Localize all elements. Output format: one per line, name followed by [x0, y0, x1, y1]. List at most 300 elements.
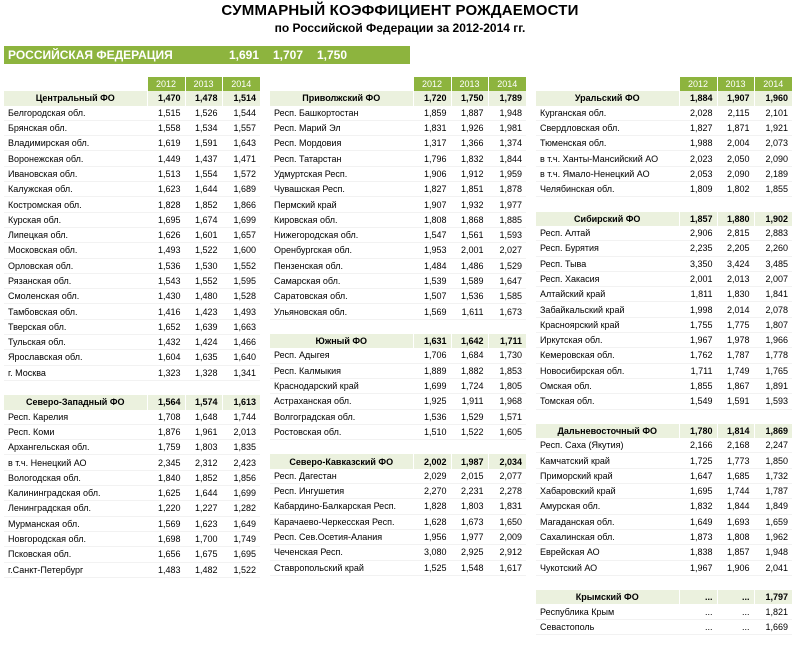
region-row: [536, 348, 792, 363]
value-2012: 1,831: [413, 120, 451, 135]
region-name: Ульяновская обл.: [270, 304, 413, 319]
value-2013: 1,644: [185, 182, 222, 197]
page-title: СУММАРНЫЙ КОЭФФИЦИЕНТ РОЖДАЕМОСТИ: [221, 2, 579, 19]
value-2012: 2,906: [679, 226, 717, 241]
value-2012: 1,317: [413, 136, 451, 151]
region-row: [536, 604, 792, 619]
value-2014: 1,885: [488, 212, 526, 227]
value-2013: 2,205: [717, 241, 754, 256]
spacer-cell: [270, 440, 526, 455]
region-row: [4, 531, 260, 546]
value-2012: 1,628: [413, 514, 451, 529]
value-2013: 1,744: [717, 484, 754, 499]
district-row: [536, 91, 792, 105]
region-row: [4, 243, 260, 258]
value-2012: 1,525: [413, 560, 451, 575]
value-2014: 1,650: [488, 514, 526, 529]
region-name: Кемеровская обл.: [536, 348, 679, 363]
region-name: Мурманская обл.: [4, 516, 147, 531]
region-name: Тульская обл.: [4, 335, 147, 350]
value-2014: 1,695: [222, 547, 260, 562]
district-row: [536, 212, 792, 226]
value-2012: 1,543: [147, 273, 185, 288]
value-2013: 1,589: [451, 273, 488, 288]
value-2014: 1,529: [488, 258, 526, 273]
value-2012: 1,857: [679, 212, 717, 226]
value-2012: 1,828: [413, 499, 451, 514]
russia-2012: 1,691: [229, 48, 260, 62]
value-2012: 1,873: [679, 529, 717, 544]
region-row: [4, 486, 260, 501]
value-2012: 2,053: [679, 166, 717, 181]
value-2013: 1,868: [451, 212, 488, 227]
region-row: [4, 212, 260, 227]
region-row: [536, 378, 792, 393]
value-2013: 1,844: [717, 499, 754, 514]
value-2012: 1,626: [147, 227, 185, 242]
value-2013: ...: [717, 619, 754, 634]
value-2012: 1,925: [413, 394, 451, 409]
value-2014: 2,077: [488, 469, 526, 484]
value-2013: 1,648: [185, 410, 222, 425]
value-2013: 1,906: [717, 560, 754, 575]
value-2013: 1,530: [185, 258, 222, 273]
value-2014: 1,647: [488, 273, 526, 288]
value-2012: 3,080: [413, 545, 451, 560]
region-row: [536, 166, 792, 181]
value-2013: 1,830: [717, 287, 754, 302]
value-2013: 1,591: [185, 136, 222, 151]
value-2012: 2,270: [413, 484, 451, 499]
value-2013: ...: [717, 604, 754, 619]
spacer-row: [4, 380, 260, 395]
region-row: [270, 197, 526, 212]
year-header-row: [536, 77, 792, 91]
value-2013: 1,685: [717, 468, 754, 483]
value-2012: 1,539: [413, 273, 451, 288]
value-2012: 1,988: [679, 136, 717, 151]
value-2014: 1,605: [488, 424, 526, 439]
value-2014: 1,585: [488, 289, 526, 304]
region-row: [4, 166, 260, 181]
region-row: [270, 120, 526, 135]
value-2013: 1,675: [185, 547, 222, 562]
value-2013: 2,004: [717, 136, 754, 151]
value-2013: 1,750: [451, 91, 488, 105]
district-name: Сибирский ФО: [536, 212, 679, 226]
value-2013: 1,536: [451, 289, 488, 304]
value-2014: 1,732: [754, 468, 792, 483]
value-2013: 2,014: [717, 302, 754, 317]
value-2012: 1,470: [147, 91, 185, 105]
region-row: [536, 514, 792, 529]
value-2013: 1,591: [717, 394, 754, 409]
region-name: Калужская обл.: [4, 182, 147, 197]
value-2014: 2,009: [488, 529, 526, 544]
value-2014: 1,617: [488, 560, 526, 575]
region-row: [4, 424, 260, 439]
value-2014: 1,844: [488, 151, 526, 166]
region-name: Удмуртская Респ.: [270, 166, 413, 181]
region-row: [536, 106, 792, 121]
region-name: Белгородская обл.: [4, 106, 147, 121]
value-2012: 1,967: [679, 560, 717, 575]
value-2012: 1,706: [413, 348, 451, 363]
value-2013: 1,673: [451, 514, 488, 529]
value-2014: 1,966: [754, 333, 792, 348]
region-name: Ростовская обл.: [270, 424, 413, 439]
spacer-cell: [536, 409, 792, 424]
value-2014: 1,657: [222, 227, 260, 242]
region-row: [270, 424, 526, 439]
region-name: Респ. Алтай: [536, 226, 679, 241]
value-2014: 2,090: [754, 151, 792, 166]
value-2012: 1,884: [679, 91, 717, 105]
region-row: [536, 151, 792, 166]
region-name: Карачаево-Черкесская Респ.: [270, 514, 413, 529]
region-name: Ярославская обл.: [4, 350, 147, 365]
region-name: Самарская обл.: [270, 273, 413, 288]
region-name: Тверская обл.: [4, 319, 147, 334]
region-row: [270, 484, 526, 499]
value-2012: 2,028: [679, 106, 717, 121]
region-row: [536, 333, 792, 348]
value-2013: 1,574: [185, 395, 222, 409]
year-header-1: 2013: [717, 77, 754, 91]
value-2012: 1,855: [679, 378, 717, 393]
value-2012: 1,493: [147, 243, 185, 258]
value-2013: 1,366: [451, 136, 488, 151]
value-2014: 1,374: [488, 136, 526, 151]
value-2012: 1,859: [413, 106, 451, 121]
year-header-row: [4, 77, 260, 91]
region-name: Респ. Карелия: [4, 410, 147, 425]
value-2014: 1,977: [488, 197, 526, 212]
region-row: [270, 273, 526, 288]
region-name: в т.ч. Ненецкий АО: [4, 455, 147, 470]
value-2013: 1,787: [717, 348, 754, 363]
region-row: [270, 348, 526, 363]
value-2013: 1,529: [451, 409, 488, 424]
value-2014: 1,878: [488, 182, 526, 197]
value-2014: 1,850: [754, 453, 792, 468]
value-2012: 1,906: [413, 166, 451, 181]
district-name: Северо-Западный ФО: [4, 395, 147, 409]
russia-total-bar: [4, 46, 410, 64]
value-2012: 1,809: [679, 182, 717, 197]
region-name: Липецкая обл.: [4, 227, 147, 242]
region-row: [270, 529, 526, 544]
value-2012: 1,604: [147, 350, 185, 365]
value-2014: 1,613: [222, 395, 260, 409]
header-spacer: [536, 77, 679, 91]
value-2014: 1,959: [488, 166, 526, 181]
value-2013: ...: [717, 590, 754, 604]
region-row: [4, 182, 260, 197]
region-name: Кировская обл.: [270, 212, 413, 227]
district-name: Северо-Кавказский ФО: [270, 454, 413, 468]
region-name: Красноярский край: [536, 317, 679, 332]
region-name: Чеченская Респ.: [270, 545, 413, 560]
value-2012: 1,828: [147, 197, 185, 212]
spacer-row: [536, 409, 792, 424]
region-row: [270, 560, 526, 575]
region-name: Респ. Сев.Осетия-Алания: [270, 529, 413, 544]
value-2013: 1,227: [185, 501, 222, 516]
region-name: Респ. Саха (Якутия): [536, 438, 679, 453]
year-header-2: 2014: [222, 77, 260, 91]
value-2013: 1,773: [717, 453, 754, 468]
value-2012: 1,513: [147, 166, 185, 181]
value-2012: 1,796: [413, 151, 451, 166]
value-2012: 1,956: [413, 529, 451, 544]
value-2013: 1,887: [451, 106, 488, 121]
value-2014: 1,572: [222, 166, 260, 181]
value-2014: 1,282: [222, 501, 260, 516]
value-2013: 1,871: [717, 120, 754, 135]
value-2013: 1,803: [185, 440, 222, 455]
value-2012: 2,029: [413, 469, 451, 484]
value-2012: 1,625: [147, 486, 185, 501]
value-2014: 2,073: [754, 136, 792, 151]
value-2012: 1,762: [679, 348, 717, 363]
value-2012: 1,569: [147, 516, 185, 531]
value-2013: 1,522: [451, 424, 488, 439]
value-2013: 1,534: [185, 120, 222, 135]
value-2014: 1,699: [222, 212, 260, 227]
region-row: [4, 516, 260, 531]
region-row: [4, 227, 260, 242]
value-2013: 1,852: [185, 197, 222, 212]
region-name: Чувашская Респ.: [270, 182, 413, 197]
value-2012: 2,166: [679, 438, 717, 453]
region-row: [4, 319, 260, 334]
district-name: Южный ФО: [270, 334, 413, 348]
region-row: [270, 469, 526, 484]
value-2013: 1,987: [451, 454, 488, 468]
value-2014: 1,855: [754, 182, 792, 197]
region-name: Забайкальский край: [536, 302, 679, 317]
value-2012: 1,483: [147, 562, 185, 577]
value-2013: 1,867: [717, 378, 754, 393]
value-2013: 2,925: [451, 545, 488, 560]
value-2012: 1,536: [413, 409, 451, 424]
value-2013: 1,926: [451, 120, 488, 135]
value-2013: 1,775: [717, 317, 754, 332]
region-row: [536, 438, 792, 453]
region-row: [270, 106, 526, 121]
year-header-0: 2012: [147, 77, 185, 91]
region-row: [536, 241, 792, 256]
region-row: [4, 258, 260, 273]
region-name: Свердловская обл.: [536, 120, 679, 135]
value-2012: 2,345: [147, 455, 185, 470]
value-2013: 2,001: [451, 243, 488, 258]
value-2013: 1,526: [185, 106, 222, 121]
region-row: [270, 136, 526, 151]
value-2012: 1,619: [147, 136, 185, 151]
value-2014: 1,981: [488, 120, 526, 135]
region-name: Орловская обл.: [4, 258, 147, 273]
column-panel-3: [536, 77, 792, 635]
value-2014: 2,247: [754, 438, 792, 453]
value-2013: 1,802: [717, 182, 754, 197]
value-2012: 1,647: [679, 468, 717, 483]
region-name: г. Москва: [4, 365, 147, 380]
region-name: Томская обл.: [536, 394, 679, 409]
region-name: Респ. Бурятия: [536, 241, 679, 256]
value-2014: 1,856: [222, 470, 260, 485]
russia-2014: 1,750: [317, 48, 348, 62]
year-header-0: 2012: [413, 77, 451, 91]
value-2014: 1,962: [754, 529, 792, 544]
value-2012: 1,564: [147, 395, 185, 409]
value-2014: 1,921: [754, 120, 792, 135]
value-2014: 1,689: [222, 182, 260, 197]
region-row: [4, 455, 260, 470]
value-2012: 1,656: [147, 547, 185, 562]
value-2013: 1,911: [451, 394, 488, 409]
value-2014: 1,960: [754, 91, 792, 105]
value-2014: 1,869: [754, 424, 792, 438]
value-2014: 1,797: [754, 590, 792, 604]
value-2012: 1,711: [679, 363, 717, 378]
region-name: Оренбургская обл.: [270, 243, 413, 258]
spacer-cell: [536, 197, 792, 212]
region-name: Пензенская обл.: [270, 258, 413, 273]
region-row: [270, 409, 526, 424]
value-2012: 1,808: [413, 212, 451, 227]
district-row: [536, 424, 792, 438]
region-name: Ивановская обл.: [4, 166, 147, 181]
value-2013: 1,644: [185, 486, 222, 501]
value-2014: 1,948: [488, 106, 526, 121]
value-2013: 1,851: [451, 182, 488, 197]
value-2012: 1,840: [147, 470, 185, 485]
region-name: Московская обл.: [4, 243, 147, 258]
value-2013: 1,423: [185, 304, 222, 319]
value-2014: 1,466: [222, 335, 260, 350]
value-2014: 1,571: [488, 409, 526, 424]
value-2013: 1,328: [185, 365, 222, 380]
column-panel-2: [270, 77, 526, 576]
value-2014: 1,493: [222, 304, 260, 319]
value-2013: 1,912: [451, 166, 488, 181]
value-2013: 1,932: [451, 197, 488, 212]
region-name: Волгоградская обл.: [270, 409, 413, 424]
year-header-0: 2012: [679, 77, 717, 91]
value-2013: 1,832: [451, 151, 488, 166]
spacer-row: [536, 197, 792, 212]
value-2012: 1,432: [147, 335, 185, 350]
value-2014: 2,013: [222, 424, 260, 439]
value-2013: 1,961: [185, 424, 222, 439]
page-subtitle: по Российской Федерации за 2012-2014 гг.: [274, 21, 526, 35]
region-row: [4, 440, 260, 455]
russia-label: РОССИЙСКАЯ ФЕДЕРАЦИЯ: [8, 48, 173, 62]
value-2013: 1,814: [717, 424, 754, 438]
region-name: Респ. Башкортостан: [270, 106, 413, 121]
region-name: Ленинградская обл.: [4, 501, 147, 516]
region-name: Курганская обл.: [536, 106, 679, 121]
value-2014: 2,278: [488, 484, 526, 499]
region-row: [536, 182, 792, 197]
value-2013: 2,168: [717, 438, 754, 453]
region-row: [4, 410, 260, 425]
region-name: Респ. Калмыкия: [270, 363, 413, 378]
value-2014: 1,699: [222, 486, 260, 501]
region-row: [536, 317, 792, 332]
region-row: [4, 106, 260, 121]
value-2014: 3,485: [754, 256, 792, 271]
value-2012: 1,780: [679, 424, 717, 438]
region-name: Респ. Адыгея: [270, 348, 413, 363]
region-name: Камчатский край: [536, 453, 679, 468]
value-2013: 1,977: [451, 529, 488, 544]
region-row: [4, 273, 260, 288]
value-2012: 1,967: [679, 333, 717, 348]
value-2012: 1,953: [413, 243, 451, 258]
value-2014: 1,659: [754, 514, 792, 529]
region-row: [536, 120, 792, 135]
value-2013: 2,815: [717, 226, 754, 241]
region-row: [4, 501, 260, 516]
value-2012: 1,510: [413, 424, 451, 439]
value-2012: 1,449: [147, 151, 185, 166]
value-2014: 1,778: [754, 348, 792, 363]
value-2013: 2,013: [717, 271, 754, 286]
district-row: [270, 91, 526, 105]
region-row: [536, 453, 792, 468]
value-2012: 1,827: [413, 182, 451, 197]
region-row: [536, 363, 792, 378]
region-row: [270, 227, 526, 242]
region-row: [536, 394, 792, 409]
value-2013: 1,522: [185, 243, 222, 258]
value-2013: 1,639: [185, 319, 222, 334]
district-row: [270, 454, 526, 468]
value-2013: 2,312: [185, 455, 222, 470]
value-2014: 2,034: [488, 454, 526, 468]
value-2012: 1,725: [679, 453, 717, 468]
value-2014: 1,649: [222, 516, 260, 531]
value-2012: 1,827: [679, 120, 717, 135]
region-name: Челябинская обл.: [536, 182, 679, 197]
region-name: Респ. Хакасия: [536, 271, 679, 286]
value-2014: 2,007: [754, 271, 792, 286]
value-2014: 1,765: [754, 363, 792, 378]
header-spacer: [270, 77, 413, 91]
value-2013: 2,090: [717, 166, 754, 181]
value-2014: 1,673: [488, 304, 526, 319]
value-2012: 3,350: [679, 256, 717, 271]
region-name: Респ. Ингушетия: [270, 484, 413, 499]
value-2013: 1,808: [717, 529, 754, 544]
region-row: [536, 226, 792, 241]
value-2013: 1,882: [451, 363, 488, 378]
value-2014: 2,041: [754, 560, 792, 575]
region-name: Алтайский край: [536, 287, 679, 302]
value-2013: 2,115: [717, 106, 754, 121]
value-2013: 1,611: [451, 304, 488, 319]
value-2014: 1,711: [488, 334, 526, 348]
value-2012: 1,755: [679, 317, 717, 332]
value-2014: 1,744: [222, 410, 260, 425]
value-2014: 2,101: [754, 106, 792, 121]
region-row: [536, 468, 792, 483]
region-row: [4, 335, 260, 350]
value-2012: 1,698: [147, 531, 185, 546]
